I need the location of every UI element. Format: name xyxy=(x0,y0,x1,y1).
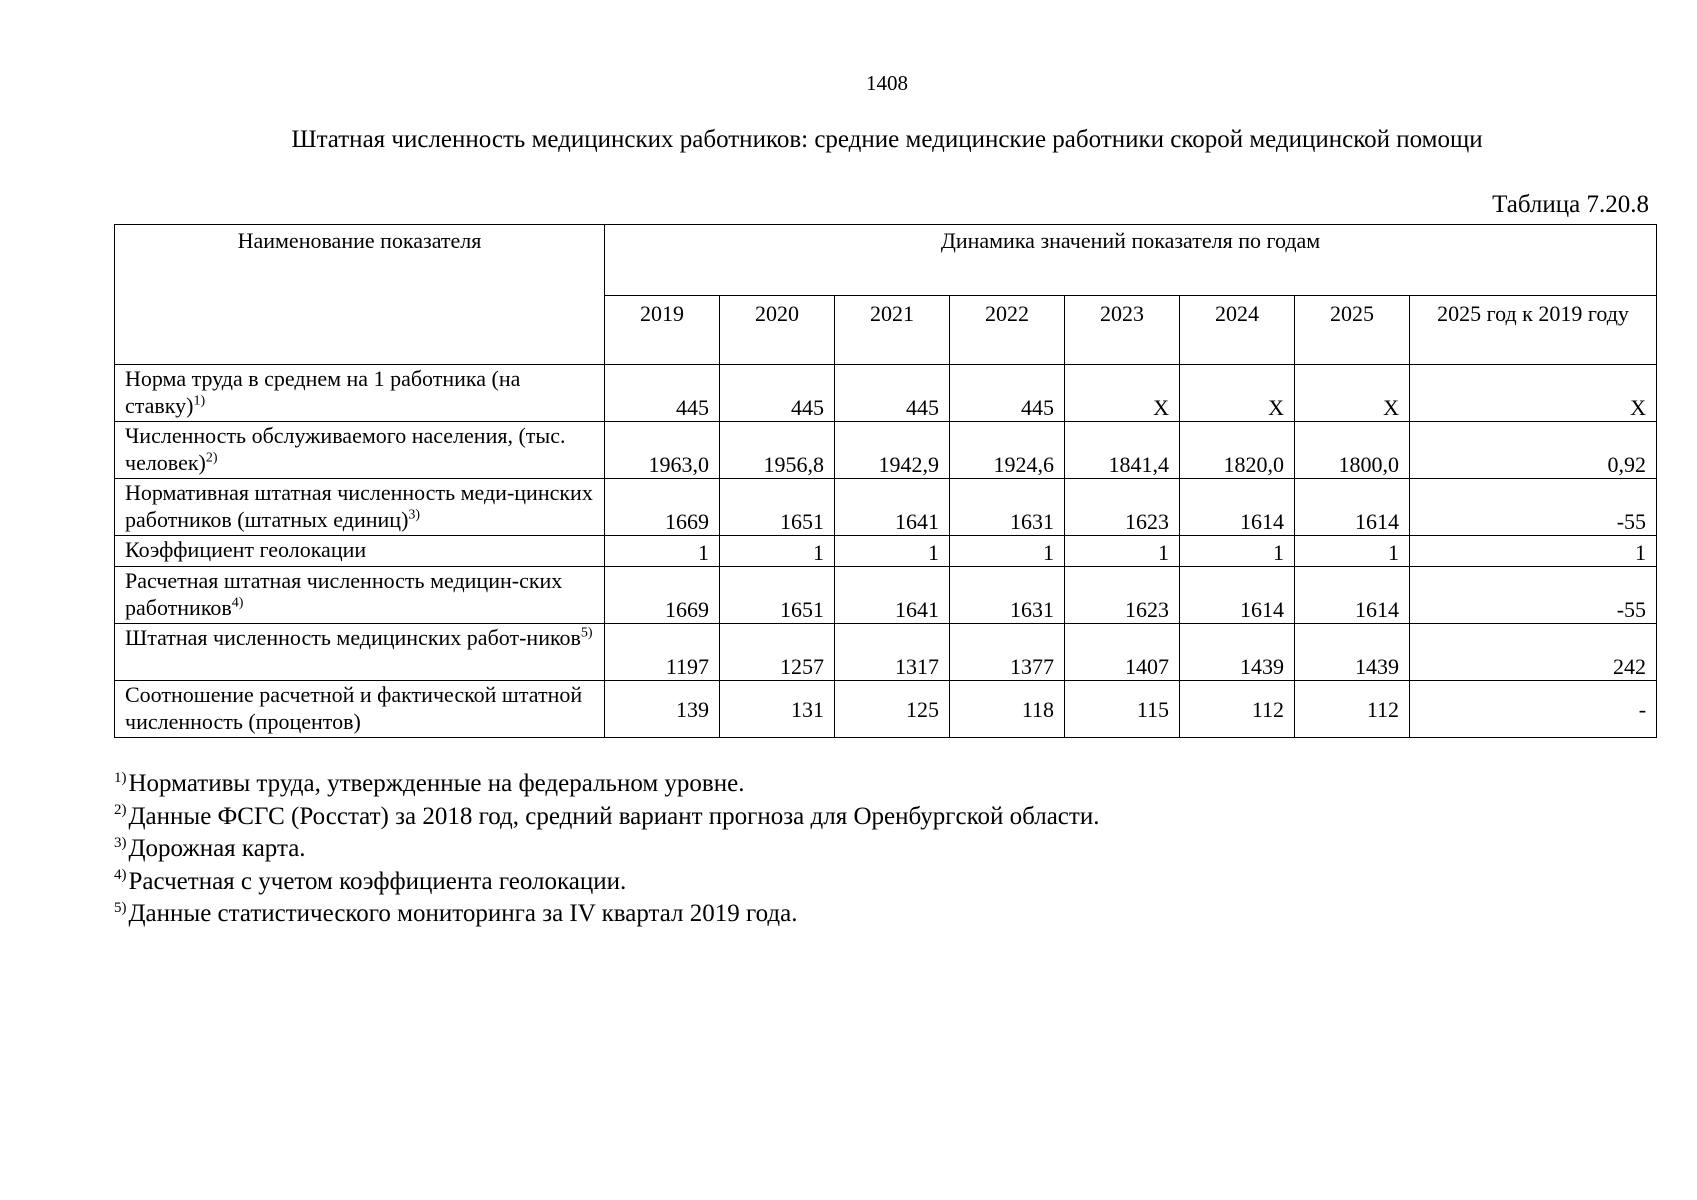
cell-value: Х xyxy=(1410,365,1657,422)
cell-value: 1631 xyxy=(950,479,1065,536)
footnote-ref: 2) xyxy=(205,450,218,466)
staffing-table xyxy=(114,224,1657,738)
table-row xyxy=(115,365,1657,422)
cell-value: 1 xyxy=(950,536,1065,567)
footnote-text: Данные ФСГС (Росстат) за 2018 год, средний вариант прогноза для Оренбургской области. xyxy=(128,802,1100,830)
cell-value: -55 xyxy=(1410,567,1657,624)
footnote xyxy=(114,898,1099,931)
cell-value: 118 xyxy=(950,681,1065,738)
table-row xyxy=(115,681,1657,738)
footnotes xyxy=(114,768,1099,931)
row-label: Соотношение расчетной и фактической штатной численность (процентов) xyxy=(115,681,605,738)
cell-value: 1669 xyxy=(605,479,720,536)
table-row xyxy=(115,422,1657,479)
cell-value: 125 xyxy=(835,681,950,738)
row-label: Расчетная штатная численность медицин-ских работников$^{4)}$ xyxy=(115,567,605,624)
header-year: 2020 xyxy=(720,296,835,365)
footnote-text: Дорожная карта. xyxy=(128,835,306,862)
footnote-text: Нормативы труда, утвержденные на федеральном уровне. xyxy=(128,770,745,797)
cell-value: 1317 xyxy=(835,624,950,681)
cell-value: 1614 xyxy=(1180,479,1295,536)
header-year: 2023 xyxy=(1065,296,1180,365)
footnote-mark: 4) xyxy=(114,867,127,884)
cell-value: 1956,8 xyxy=(720,422,835,479)
cell-value: 131 xyxy=(720,681,835,738)
cell-value: 115 xyxy=(1065,681,1180,738)
cell-value: 112 xyxy=(1180,681,1295,738)
cell-value: 1651 xyxy=(720,567,835,624)
cell-value: 1 xyxy=(720,536,835,567)
footnote-ref: 3) xyxy=(408,507,421,523)
footnote xyxy=(114,833,1099,866)
footnote-text: Расчетная с учетом коэффициента геолокации. xyxy=(128,867,627,895)
row-label: Штатная численность медицинских работ-ников$^{5)}$ xyxy=(115,624,605,681)
cell-value: 445 xyxy=(605,365,720,422)
cell-value: - xyxy=(1410,681,1657,738)
footnote-ref: 4) xyxy=(231,595,244,611)
cell-value: 1614 xyxy=(1295,567,1410,624)
header-dynamics: Динамика значений показателя по годам xyxy=(605,225,1657,296)
cell-value: 1 xyxy=(835,536,950,567)
cell-value: 1257 xyxy=(720,624,835,681)
cell-value: 139 xyxy=(605,681,720,738)
cell-value: 445 xyxy=(835,365,950,422)
cell-value: Х xyxy=(1295,365,1410,422)
cell-value: 1924,6 xyxy=(950,422,1065,479)
cell-value: 1197 xyxy=(605,624,720,681)
footnote-mark: 1) xyxy=(114,769,127,786)
cell-value: 1641 xyxy=(835,479,950,536)
footnote-mark: 5) xyxy=(114,899,127,916)
header-year: 2024 xyxy=(1180,296,1295,365)
cell-value: 1623 xyxy=(1065,479,1180,536)
footnote-mark: 3) xyxy=(114,834,127,851)
cell-value: 0,92 xyxy=(1410,422,1657,479)
cell-value: 1841,4 xyxy=(1065,422,1180,479)
cell-value: 1631 xyxy=(950,567,1065,624)
cell-value: 1 xyxy=(1295,536,1410,567)
page-number: 1408 xyxy=(866,71,908,95)
cell-value: Х xyxy=(1065,365,1180,422)
cell-value: 1623 xyxy=(1065,567,1180,624)
cell-value: 1407 xyxy=(1065,624,1180,681)
table-row xyxy=(115,567,1657,624)
cell-value: 445 xyxy=(720,365,835,422)
header-year: 2021 xyxy=(835,296,950,365)
cell-value: 1439 xyxy=(1295,624,1410,681)
cell-value: 1439 xyxy=(1180,624,1295,681)
cell-value: 112 xyxy=(1295,681,1410,738)
cell-value: 1963,0 xyxy=(605,422,720,479)
cell-value: 1820,0 xyxy=(1180,422,1295,479)
footnote xyxy=(114,768,1099,801)
cell-value: 242 xyxy=(1410,624,1657,681)
header-indicator-name: Наименование показателя xyxy=(115,225,605,365)
footnote-text: Данные статистического мониторинга за IV квартал 2019 года. xyxy=(128,900,798,927)
header-year: 2019 xyxy=(605,296,720,365)
table-row xyxy=(115,624,1657,681)
cell-value: 1641 xyxy=(835,567,950,624)
row-label: Нормативная штатная численность меди-цинских работников (штатных единиц)$^{3)}$ xyxy=(115,479,605,536)
cell-value: 1614 xyxy=(1295,479,1410,536)
footnote-ref: 5) xyxy=(580,625,593,641)
table-number: Таблица 7.20.8 xyxy=(1492,191,1649,218)
cell-value: 1669 xyxy=(605,567,720,624)
cell-value: 1651 xyxy=(720,479,835,536)
cell-value: 1800,0 xyxy=(1295,422,1410,479)
cell-value: 1 xyxy=(605,536,720,567)
cell-value: 1614 xyxy=(1180,567,1295,624)
footnote-ref: 1) xyxy=(193,393,206,409)
footnote xyxy=(114,801,1099,834)
table-row xyxy=(115,536,1657,567)
cell-value: -55 xyxy=(1410,479,1657,536)
row-label: Норма труда в среднем на 1 работника (на ставку)$^{1)}$ xyxy=(115,365,605,422)
cell-value: 1 xyxy=(1065,536,1180,567)
cell-value: 1 xyxy=(1180,536,1295,567)
cell-value: 1 xyxy=(1410,536,1657,567)
header-year: 2025 xyxy=(1295,296,1410,365)
cell-value: 445 xyxy=(950,365,1065,422)
row-label: Коэффициент геолокации xyxy=(115,536,605,567)
row-label: Численность обслуживаемого населения, (тыс. человек)$^{2)}$ xyxy=(115,422,605,479)
header-ratio: 2025 год к 2019 году xyxy=(1410,296,1657,365)
footnote-mark: 2) xyxy=(114,802,127,819)
page-title: Штатная численность медицинских работников: средние медицинские работники скорой медицинской помощи xyxy=(291,126,1483,153)
cell-value: Х xyxy=(1180,365,1295,422)
footnote xyxy=(114,866,1099,899)
cell-value: 1942,9 xyxy=(835,422,950,479)
cell-value: 1377 xyxy=(950,624,1065,681)
header-year: 2022 xyxy=(950,296,1065,365)
table-row xyxy=(115,479,1657,536)
